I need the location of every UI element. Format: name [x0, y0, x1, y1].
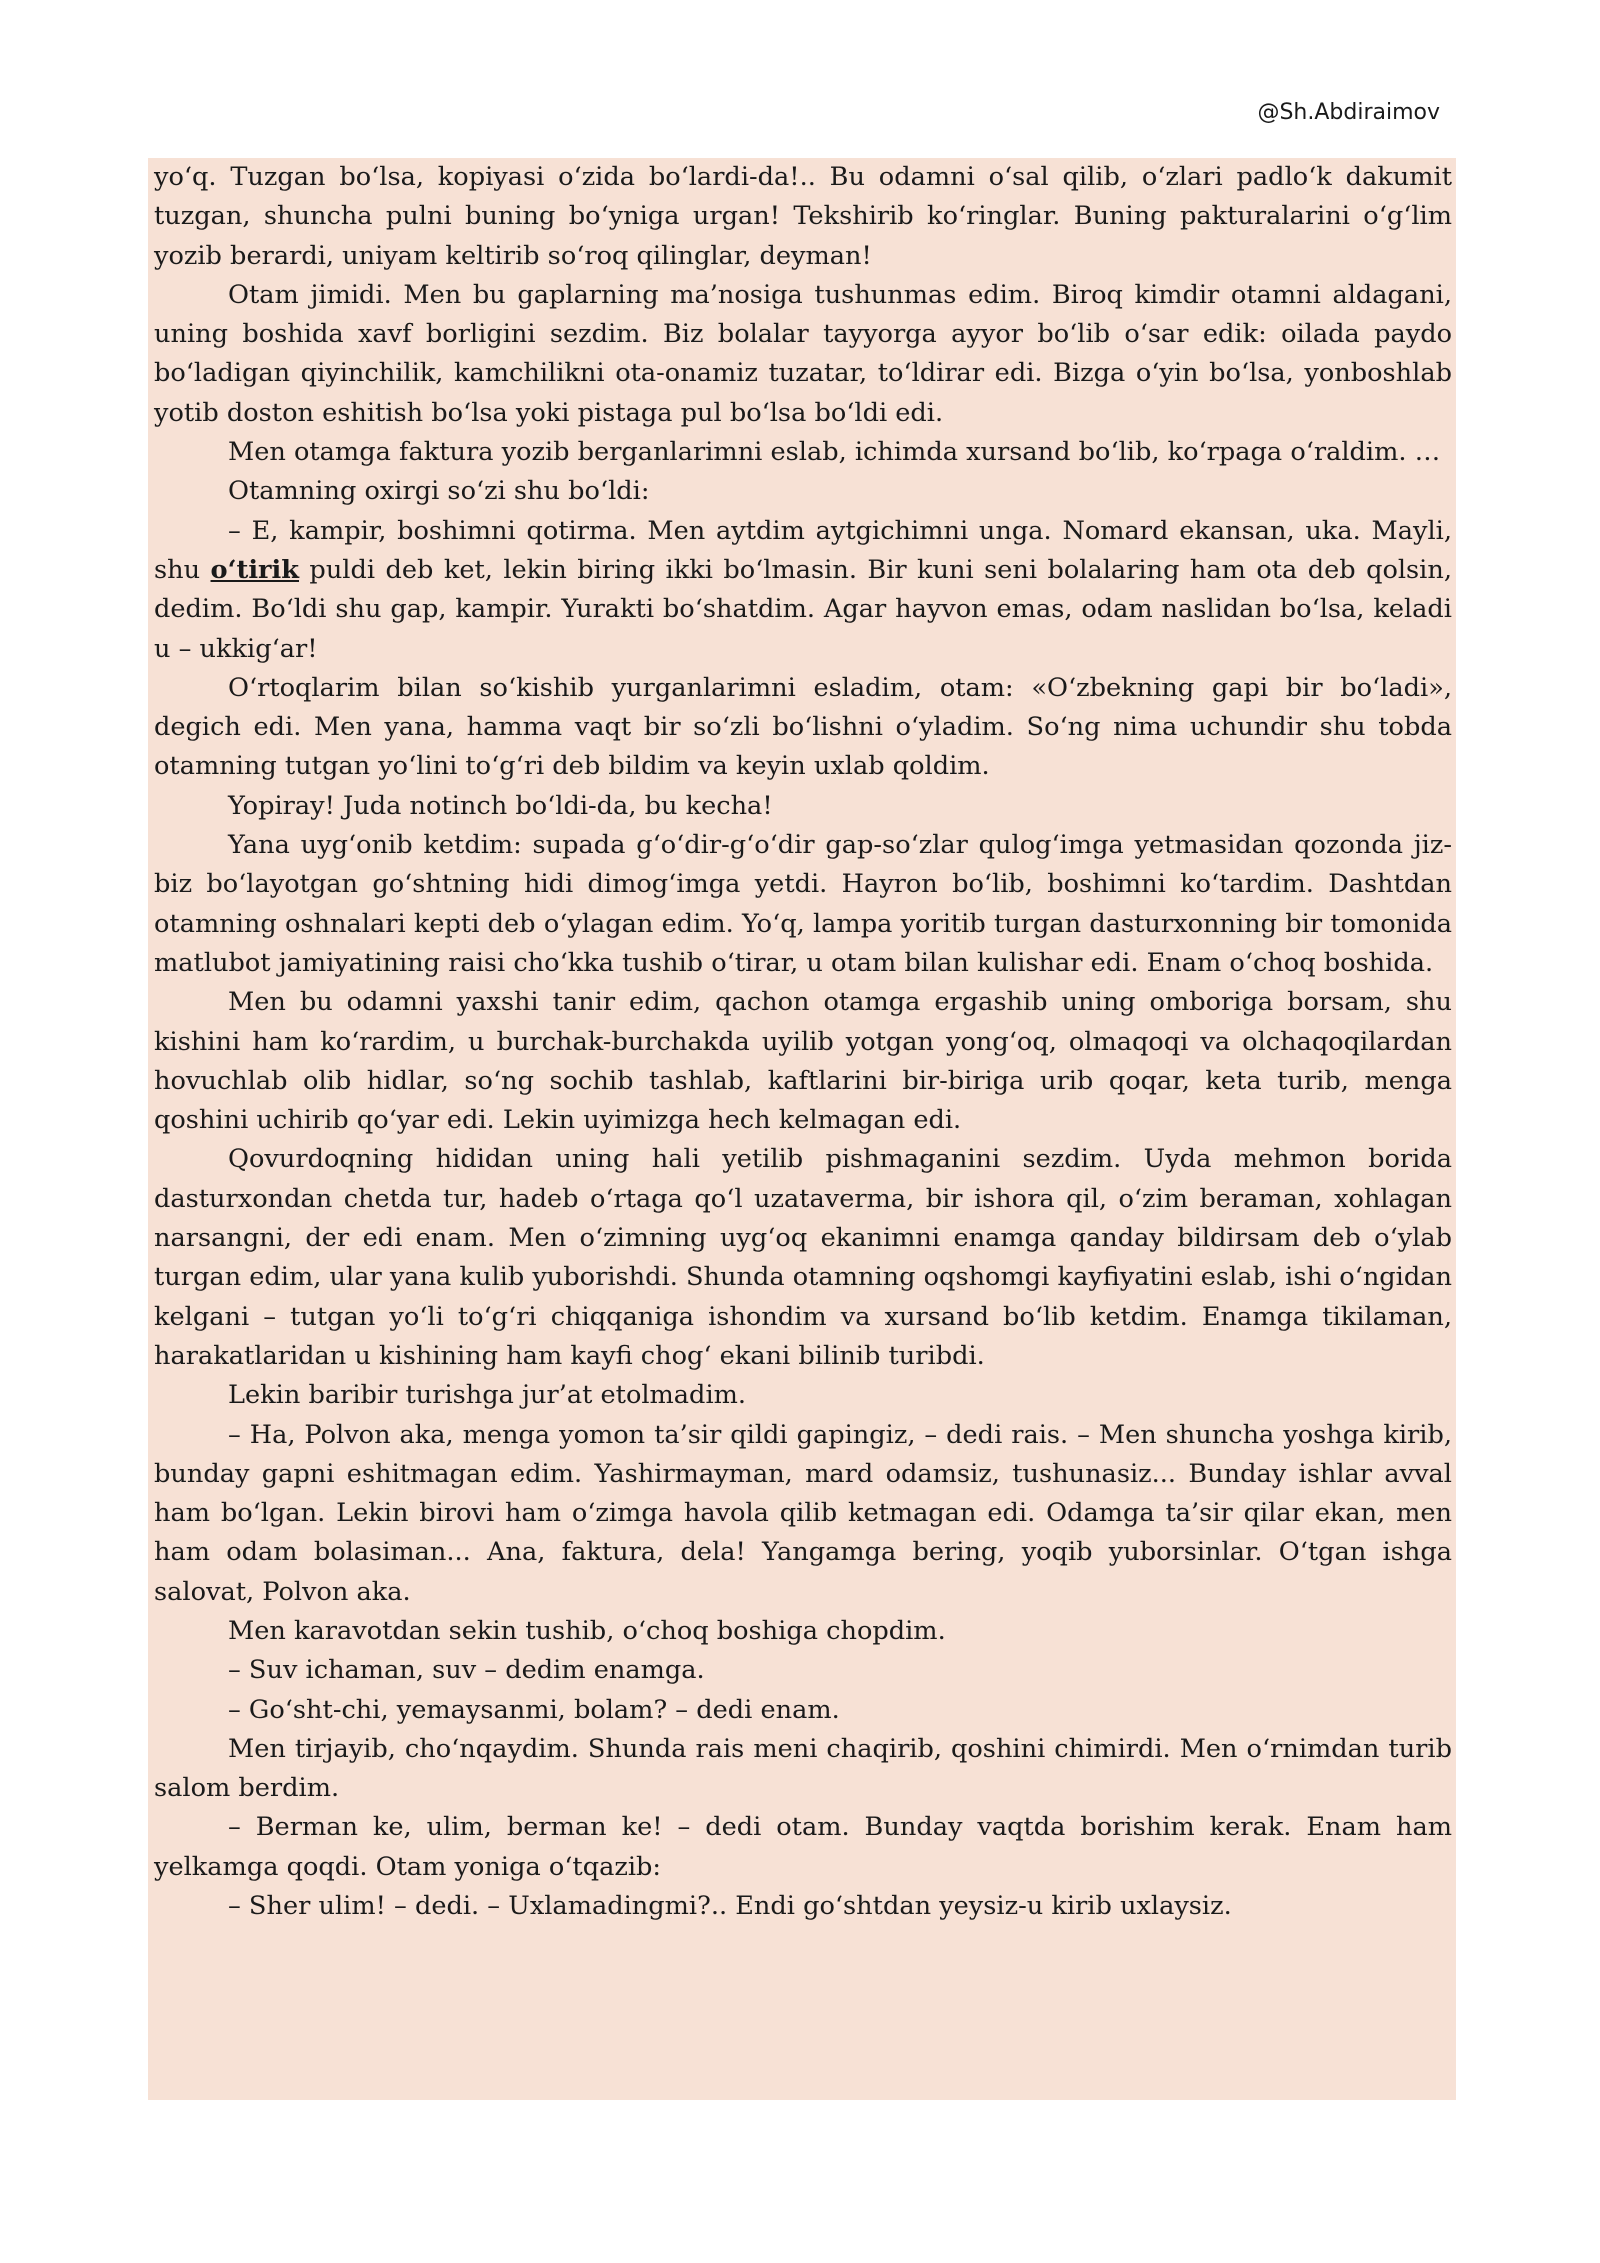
paragraph: yo‘q. Tuzgan bo‘lsa, kopiyasi o‘zida bo‘lardi-da!.. Bu odamni o‘sal qilib, o‘zlari padlo‘k dakumit tuzgan, shuncha pulni buning bo‘yniga urgan! Tekshirib ko‘ringlar. Buning pakturalarini o‘g‘lim yozib berardi, uniyam keltirib so‘roq qilinglar, deyman!: [154, 162, 1452, 271]
paragraph: – Berman ke, ulim, berman ke! – dedi otam. Bunday vaqtda borishim kerak. Enam ham yelkamga qoqdi. Otam yoniga o‘tqazib:: [154, 1812, 1452, 1882]
paragraph: Lekin baribir turishga jur’at etolmadim.: [228, 1380, 747, 1411]
document-body: [148, 158, 1456, 2100]
paragraph: – Sher ulim! – dedi. – Uxlamadingmi?.. Endi go‘shtdan yeysiz-u kirib uxlaysiz.: [228, 1891, 1232, 1922]
paragraph: – Ha, Polvon aka, menga yomon ta’sir qildi gapingiz, – dedi rais. – Men shuncha yoshga kirib, bunday gapni eshitmagan edim. Yashirmayman, mard odamsiz, tushunasiz... Bunday ishlar avval ham bo‘lgan. Lekin birovi ham o‘zimga havola qilib ketmagan edi. Odamga ta’sir qilar ekan, men ham odam bolasiman... Ana, faktura, dela! Yangamga bering, yoqib yuborsinlar. O‘tgan ishga salovat, Polvon aka.: [154, 1419, 1452, 1607]
paragraph: – Go‘sht-chi, yemaysanmi, bolam? – dedi enam.: [228, 1694, 840, 1725]
paragraph-text: puldi deb ket, lekin biring ikki bo‘lmasin. Bir kuni seni bolalaring ham ota deb qolsin, dedim. Bo‘ldi shu gap, kampir. Yurakti bo‘shatdim. Agar hayvon emas, odam naslidan bo‘lsa, keladi u – ukkig‘ar!: [154, 554, 1452, 664]
paragraph: Qovurdoqning hididan uning hali yetilib pishmaganini sezdim. Uyda mehmon borida dasturxondan chetda tur, hadeb o‘rtaga qo‘l uzataverma, bir ishora qil, o‘zim beraman, xohlagan narsangni, der edi enam. Men o‘zimning uyg‘oq ekanimni enamga qanday bildirsam deb o‘ylab turgan edim, ular yana kulib yuborishdi. Shunda otamning oqshomgi kayfiyatini eslab, ishi o‘ngidan kelgani – tutgan yo‘li to‘g‘ri chiqqaniga ishondim va xursand bo‘lib ketdim. Enamga tikilaman, harakatlaridan u kishining ham kayfi chog‘ ekani bilinib turibdi.: [154, 1144, 1452, 1371]
paragraph: Men bu odamni yaxshi tanir edim, qachon otamga ergashib uning omboriga borsam, shu kishini ham ko‘rardim, u burchak-burchakda uyilib yotgan yong‘oq, olmaqoqi va olchaqoqilardan hovuchlab olib hidlar, so‘ng sochib tashlab, kaftlarini bir-biriga urib qoqar, keta turib, menga qoshini uchirib qo‘yar edi. Lekin uyimizga hech kelmagan edi.: [154, 987, 1452, 1136]
paragraph: Men otamga faktura yozib berganlarimni eslab, ichimda xursand bo‘lib, ko‘rpaga o‘raldim. …: [228, 437, 1441, 468]
paragraph-with-emphasis: [154, 512, 1452, 669]
paragraph: Yopiray! Juda notinch bo‘ldi-da, bu kecha!: [228, 790, 773, 821]
author-handle: @Sh.Abdiraimov: [1257, 100, 1440, 125]
emphasized-word: o‘tirik: [210, 554, 299, 585]
paragraph: Men tirjayib, cho‘nqaydim. Shunda rais meni chaqirib, qoshini chimirdi. Men o‘rnimdan turib salom berdim.: [154, 1733, 1452, 1804]
paragraph-text: – E, kampir, boshimni qotirma. Men aytdim aytgichimni unga. Nomard ekansan, uka. Mayli, shu: [154, 515, 1452, 585]
paragraph: – Suv ichaman, suv – dedim enamga.: [228, 1655, 705, 1686]
paragraph: Otam jimidi. Men bu gaplarning ma’nosiga tushunmas edim. Biroq kimdir otamni aldagani, uning boshida xavf borligini sezdim. Biz bolalar tayyorga ayyor bo‘lib o‘sar edik: oilada paydo bo‘ladigan qiyinchilik, kamchilikni ota-onamiz tuzatar, to‘ldirar edi. Bizga o‘yin bo‘lsa, yonboshlab yotib doston eshitish bo‘lsa yoki pistaga pul bo‘lsa bo‘ldi edi.: [154, 279, 1452, 428]
paragraph: Otamning oxirgi so‘zi shu bo‘ldi:: [228, 476, 650, 507]
paragraph: Men karavotdan sekin tushib, o‘choq boshiga chopdim.: [228, 1615, 946, 1646]
paragraph: O‘rtoqlarim bilan so‘kishib yurganlarimni esladim, otam: «O‘zbekning gapi bir bo‘ladi», degich edi. Men yana, hamma vaqt bir so‘zli bo‘lishni o‘yladim. So‘ng nima uchundir shu tobda otamning tutgan yo‘lini to‘g‘ri deb bildim va keyin uxlab qoldim.: [154, 672, 1452, 782]
paragraph: Yana uyg‘onib ketdim: supada g‘o‘dir-g‘o‘dir gap-so‘zlar qulog‘imga yetmasidan qozonda jiz-biz bo‘layotgan go‘shtning hidi dimog‘imga yetdi. Hayron bo‘lib, boshimni ko‘tardim. Dashtdan otamning oshnalari kepti deb o‘ylagan edim. Yo‘q, lampa yoritib turgan dasturxonning bir tomonida matlubot jamiyatining raisi cho‘kka tushib o‘tirar, u otam bilan kulishar edi. Enam o‘choq boshida.: [154, 830, 1452, 978]
